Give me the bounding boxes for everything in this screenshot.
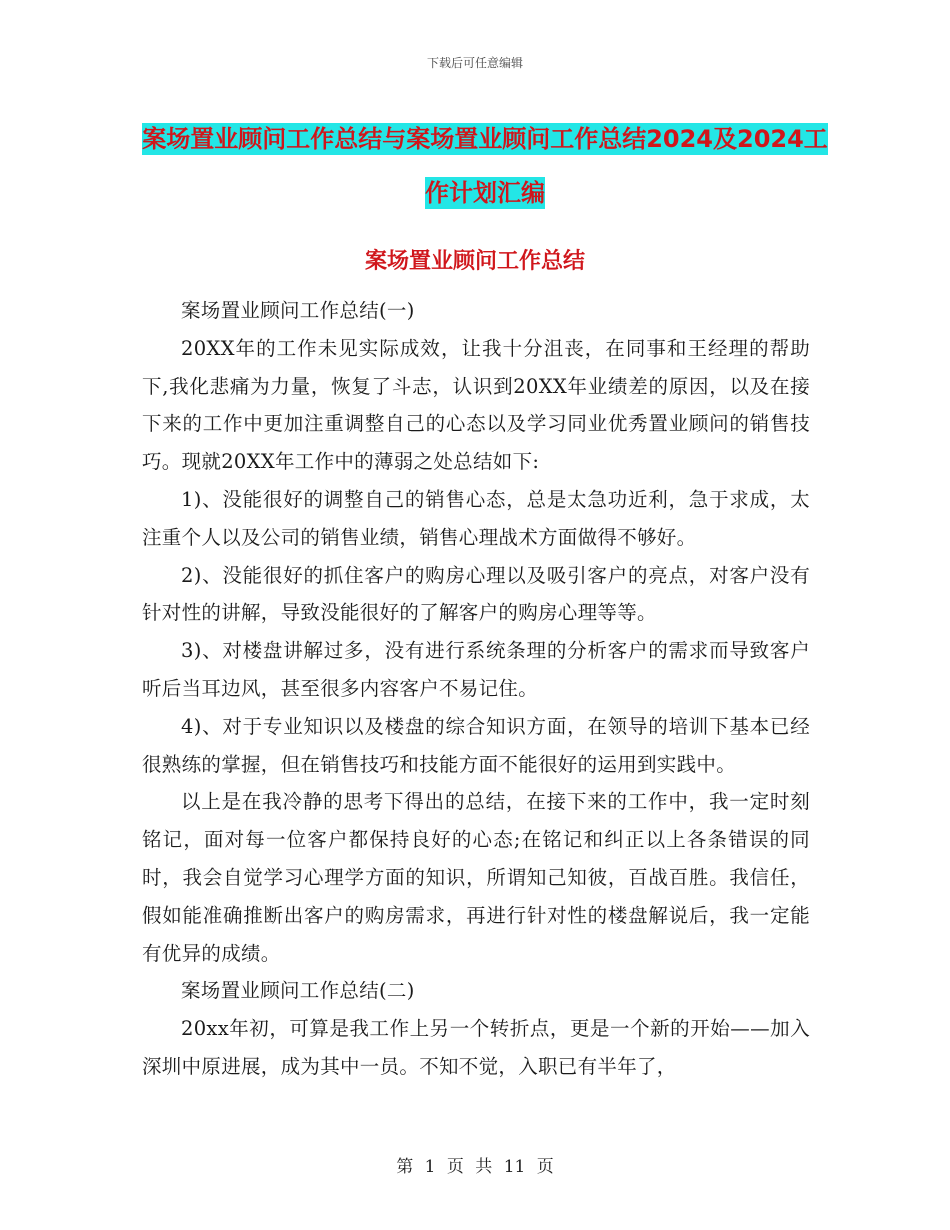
- header-note: 下载后可任意编辑: [426, 56, 523, 70]
- document-body: [142, 292, 810, 1086]
- list-item-3: 3)、对楼盘讲解过多，没有进行系统条理的分析客户的需求而导致客户听后当耳边风，甚至很多内容客户不易记住。: [142, 639, 810, 700]
- page-footer: 第 1 页 共 11 页: [396, 1157, 554, 1177]
- list-item-2: 2)、没能很好的抓住客户的购房心理以及吸引客户的亮点，对客户没有针对性的讲解，导致没能很好的了解客户的购房心理等等。: [142, 563, 810, 625]
- document-title: [140, 112, 830, 220]
- list-item-1: 1)、没能很好的调整自己的销售心态，总是太急功近利，急于求成，太注重个人以及公司的销售业绩，销售心理战术方面做得不够好。: [142, 487, 810, 549]
- document-title-text: 案场置业顾问工作总结与案场置业顾问工作总结2024及2024工作计划汇编: [142, 125, 828, 207]
- subheading-2: 案场置业顾问工作总结(二): [181, 979, 415, 1003]
- subheading-1: 案场置业顾问工作总结(一): [181, 299, 415, 322]
- list-item-4: 4)、对于专业知识以及楼盘的综合知识方面，在领导的培训下基本已经很熟练的掌握，但在销售技巧和技能方面不能很好的运用到实践中。: [142, 714, 810, 776]
- section-title: 案场置业顾问工作总结: [364, 249, 585, 274]
- paragraph: 20XX年的工作未见实际成效，让我十分沮丧，在同事和王经理的帮助下,我化悲痛为力量，恢复了斗志，认识到20XX年业绩差的原因，以及在接下来的工作中更加注重调整自己的心态以及学习同业优秀置业顾问的销售技巧。现就20XX年工作中的薄弱之处总结如下:: [142, 336, 810, 474]
- paragraph: 以上是在我冷静的思考下得出的总结，在接下来的工作中，我一定时刻铭记，面对每一位客户都保持良好的心态;在铭记和纠正以上各条错误的同时，我会自觉学习心理学方面的知识，所谓知己知彼，百战百胜。我信任，假如能准确推断出客户的购房需求，再进行针对性的楼盘解说后，我一定能有优异的成绩。: [142, 790, 810, 965]
- paragraph: 20xx年初，可算是我工作上另一个转折点，更是一个新的开始——加入深圳中原进展，成为其中一员。不知不觉，入职已有半年了，: [142, 1017, 810, 1078]
